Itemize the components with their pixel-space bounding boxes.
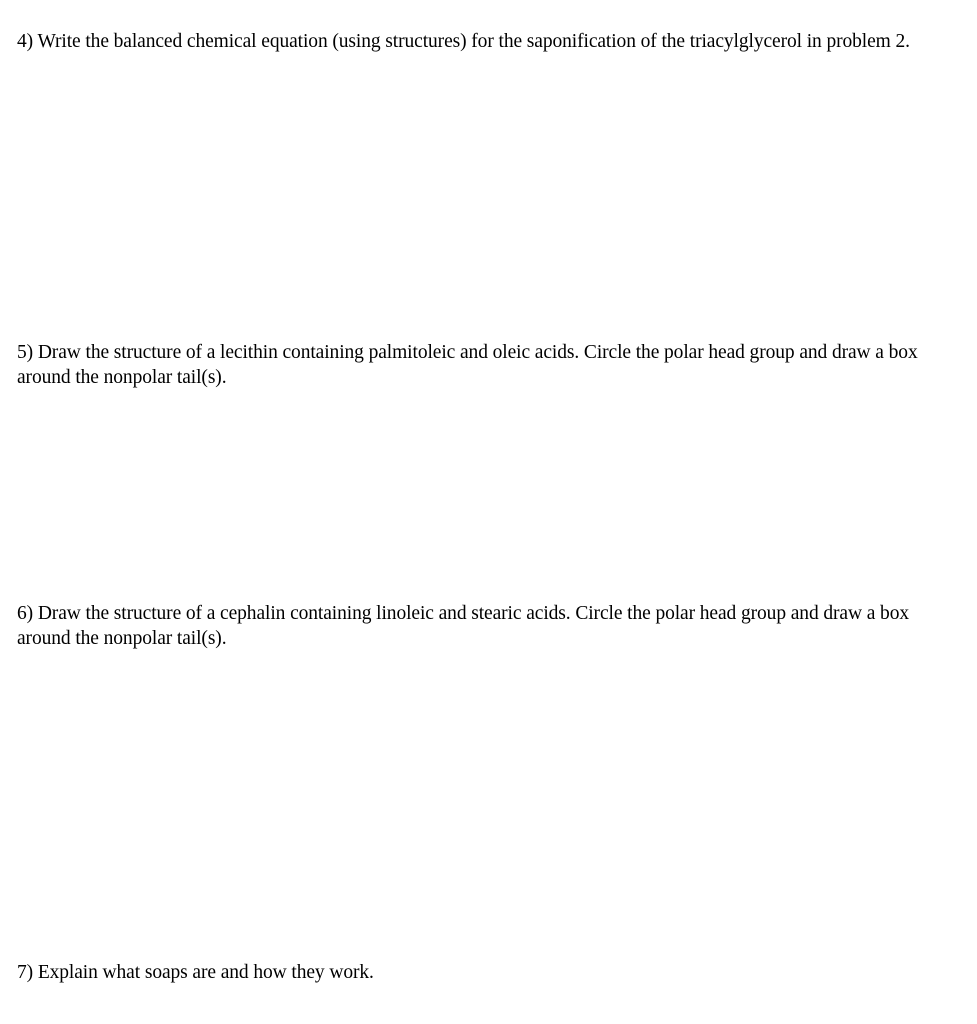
question-5: 5) Draw the structure of a lecithin containing palmitoleic and oleic acids. Circle the polar head group and draw a box around the nonpolar tail(s).	[17, 342, 918, 388]
question-6: 6) Draw the structure of a cephalin containing linoleic and stearic acids. Circle the polar head group and draw a box around the nonpolar tail(s).	[17, 603, 910, 649]
question-4: 4) Write the balanced chemical equation (using structures) for the saponification of the triacylglycerol in problem 2.	[17, 31, 910, 52]
question-7: 7) Explain what soaps are and how they work.	[17, 962, 374, 983]
